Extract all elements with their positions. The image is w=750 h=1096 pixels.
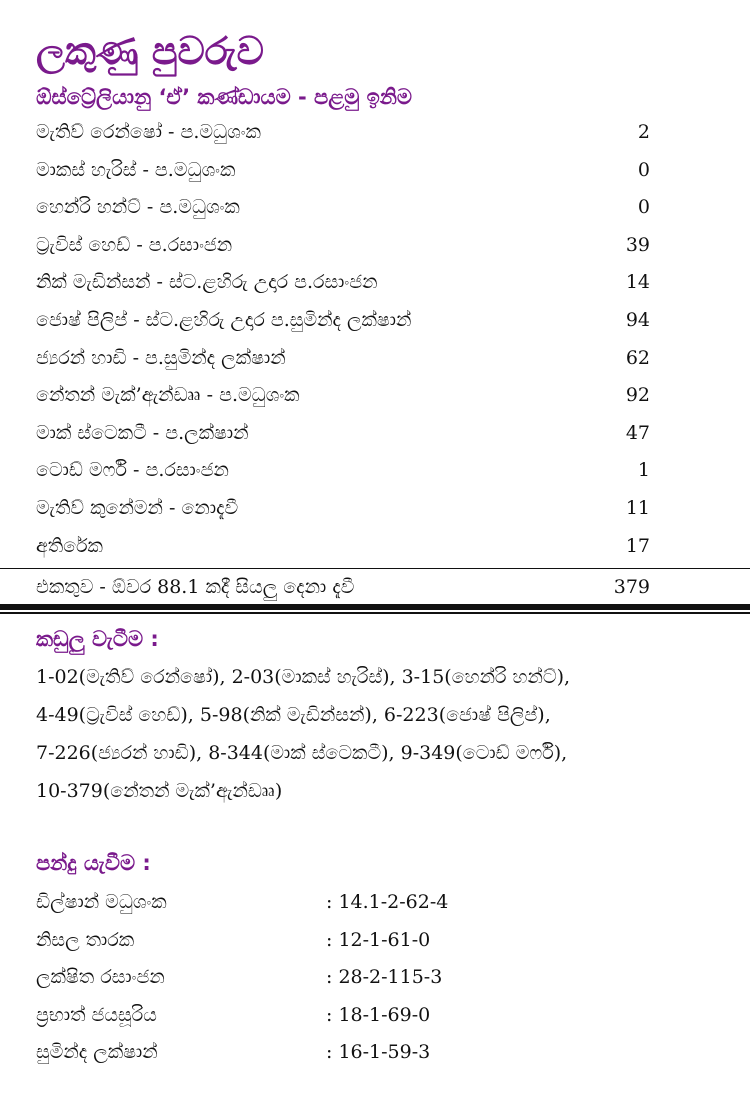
batsman-entry: නේතන් මැක්’ඇන්ඩෲ - ප.මධුශංක <box>36 384 300 407</box>
total-label: එකතුව - ඕවර 88.1 කදී සියලු දෙනා දැවී <box>36 576 355 598</box>
bowling-heading: පන්දු යැවීම : <box>36 851 151 875</box>
extras-label: අතිරේක <box>36 534 103 557</box>
total-value: 379 <box>613 576 650 598</box>
runs-value: 2 <box>637 121 650 143</box>
batsman-entry: ජොෂ් පිලිප් - ස්ට.ළහිරු උදාර ප.සුමින්ද ලක්ෂාන් <box>36 308 412 331</box>
bowling-row <box>36 997 636 1035</box>
bowling-figures: : 12-1-61-0 <box>326 928 431 951</box>
runs-value: 62 <box>625 346 650 369</box>
total-row <box>0 568 750 604</box>
batting-row <box>36 490 656 528</box>
batsman-entry: මැතිව් රෙන්ෂෝ - ප.මධුශංක <box>36 121 261 143</box>
batting-list <box>36 114 656 565</box>
extras-value: 17 <box>625 534 650 557</box>
batting-row <box>36 264 656 302</box>
bowling-figures: : 28-2-115-3 <box>326 966 443 988</box>
fall-of-wickets-text <box>36 658 726 810</box>
bowler-name: ඩිල්ෂාන් මධුශංක <box>36 891 167 913</box>
extras-row <box>36 528 656 566</box>
runs-value: 11 <box>625 496 650 519</box>
batting-row <box>36 302 656 340</box>
innings-subtitle: ඕස්ට්‍රේලියානු ‘ඒ’ කණ්ඩායම - පළමු ඉනිම <box>36 85 412 109</box>
batting-row <box>36 152 656 190</box>
bowling-list <box>36 884 636 1072</box>
batsman-entry: ටොඩ් මර්ෆි - ප.රසාංජන <box>36 459 229 482</box>
page-title: ලකුණු පුවරුව <box>36 29 264 73</box>
runs-value: 47 <box>625 421 650 444</box>
runs-value: 0 <box>637 196 650 219</box>
batting-row <box>36 114 656 152</box>
fow-line: 10-379(නේතන් මැක්’ඇන්ඩෲ) <box>36 780 283 802</box>
bowling-figures: : 14.1-2-62-4 <box>326 891 449 913</box>
bowling-figures: : 16-1-59-3 <box>326 1041 431 1063</box>
bowler-name: ප්‍රභාත් ජයසූරිය <box>36 1003 157 1026</box>
runs-value: 14 <box>625 271 650 294</box>
batsman-entry: මැතිව් කුනේමන් - නොදැවී <box>36 496 239 519</box>
batsman-entry: ජ්‍යරන් හාඩි - ප.සුමින්ද ලක්ෂාන් <box>36 346 286 369</box>
fow-line: 4-49(ට්‍රැවිස් හෙඩ්), 5-98(නික් මැඩින්සන්), 6-223(ජොෂ් පිලිප්), <box>36 704 551 726</box>
batsman-entry: මාක් ස්ටෙකටී - ප.ලක්ෂාන් <box>36 421 249 444</box>
runs-value: 1 <box>637 459 650 482</box>
section-divider-thick <box>0 604 750 610</box>
batting-row <box>36 415 656 453</box>
fow-line: 1-02(මැතිව් රෙන්ෂෝ), 2-03(මාකස් හැරිස්), 3-15(හෙන්රි හන්ට්), <box>36 666 571 688</box>
runs-value: 39 <box>625 233 650 256</box>
bowler-name: නිසල තාරක <box>36 928 135 951</box>
section-divider-thin <box>0 612 750 614</box>
fall-of-wickets-heading: කඩුලු වැටීම : <box>36 627 159 651</box>
runs-value: 92 <box>625 384 650 407</box>
bowling-row <box>36 922 636 960</box>
batsman-entry: නික් මැඩින්සන් - ස්ට.ළහිරු උදාර ප.රසාංජන <box>36 271 378 294</box>
bowling-row <box>36 959 636 997</box>
batting-row <box>36 377 656 415</box>
batting-row <box>36 227 656 265</box>
bowling-row <box>36 884 636 922</box>
bowler-name: සුමින්ද ලක්ෂාන් <box>36 1041 158 1063</box>
batsman-entry: මාකස් හැරිස් - ප.මධුශංක <box>36 158 236 181</box>
bowling-row <box>36 1034 636 1072</box>
bowling-figures: : 18-1-69-0 <box>326 1003 431 1026</box>
bowler-name: ලක්ෂිත රසාංජන <box>36 966 165 988</box>
batting-row <box>36 189 656 227</box>
batsman-entry: හෙන්රි හන්ට් - ප.මධුශංක <box>36 196 240 219</box>
runs-value: 94 <box>625 308 650 331</box>
batting-row <box>36 340 656 378</box>
batsman-entry: ට්‍රැවිස් හෙඩ් - ප.රසාංජන <box>36 233 233 256</box>
fow-line: 7-226(ජ්‍යරන් හාඩි), 8-344(මාක් ස්ටෙකටී), 9-349(ටොඩ් මර්ෆි), <box>36 742 568 764</box>
batting-row <box>36 452 656 490</box>
runs-value: 0 <box>637 158 650 181</box>
